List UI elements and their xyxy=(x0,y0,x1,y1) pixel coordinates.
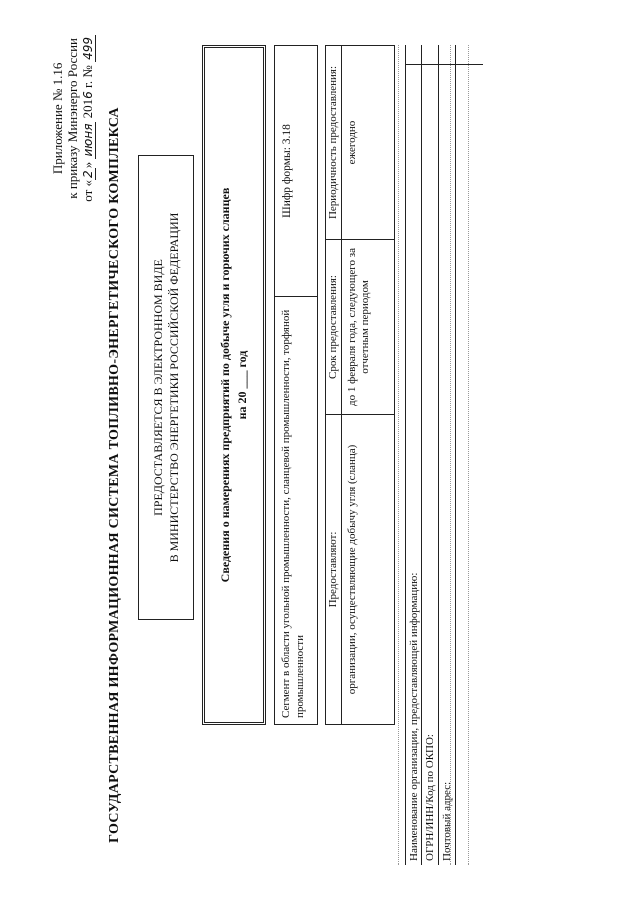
org-name-line xyxy=(405,45,422,865)
separator-line xyxy=(398,45,399,865)
date-prefix: от « xyxy=(80,179,95,202)
form-name-line-1: Сведения о намерениях предприятий по добыче угля и горючих сланцев xyxy=(218,187,232,583)
submission-table xyxy=(325,45,395,725)
handwritten-month: июня xyxy=(81,123,95,157)
handwritten-year-digit: 6 xyxy=(81,91,95,99)
appendix-header xyxy=(50,35,96,202)
info-right-border xyxy=(405,64,483,65)
ogrn-line xyxy=(422,45,439,865)
document-title: ГОСУДАРСТВЕННАЯ ИНФОРМАЦИОННАЯ СИСТЕМА ТОПЛИВНО-ЭНЕРГЕТИЧЕСКОГО КОМПЛЕКСА xyxy=(107,107,122,843)
address-label: Почтовый адрес: xyxy=(441,781,453,861)
form-name-box xyxy=(202,45,266,725)
segment-box xyxy=(274,45,318,725)
submission-box xyxy=(138,155,194,620)
info-dotted-line-1 xyxy=(450,45,451,865)
handwritten-order-number: 499 xyxy=(81,37,95,60)
ogrn-label: ОГРН/ИНН/Код по ОКПО: xyxy=(424,734,436,861)
appendix-date-line xyxy=(80,35,96,202)
date-year-prefix: 201 xyxy=(80,98,95,122)
segment-text: Сегмент в области угольной промышленности, сланцевой промышленности, торфяной промышленности xyxy=(275,296,317,724)
document-sheet xyxy=(20,5,580,885)
header-deadline: Срок предоставления: xyxy=(326,239,342,414)
date-sep: » xyxy=(80,158,95,169)
address-line xyxy=(439,45,456,865)
value-deadline: до 1 февраля года, следующего за отчетным периодом xyxy=(342,239,394,414)
form-code: Шифр формы: 3.18 xyxy=(281,124,293,218)
submission-line-1: ПРЕДОСТАВЛЯЕТСЯ В ЭЛЕКТРОННОМ ВИДЕ xyxy=(151,259,165,516)
appendix-number: Приложение № 1.16 xyxy=(50,62,65,175)
date-order-prefix: г. № xyxy=(80,61,95,92)
appendix-order-ref: к приказу Минэнерго России xyxy=(65,38,80,199)
value-periodicity: ежегодно xyxy=(346,120,358,165)
respondent-info xyxy=(405,45,483,865)
org-name-label: Наименование организации, предоставляющей информацию: xyxy=(408,572,420,861)
form-name-line-2: на 20 ___ год xyxy=(235,350,249,420)
header-periodicity: Периодичность предоставления: xyxy=(326,46,342,239)
info-dotted-line-2 xyxy=(468,45,469,865)
handwritten-day: 2 xyxy=(81,170,95,178)
value-submitters: организации, осуществляющие добычу угля (сланца) xyxy=(342,414,394,724)
header-submitters: Предоставляют: xyxy=(326,414,342,724)
submission-line-2: В МИНИСТЕРСТВО ЭНЕРГЕТИКИ РОССИЙСКОЙ ФЕДЕРАЦИИ xyxy=(167,212,181,563)
